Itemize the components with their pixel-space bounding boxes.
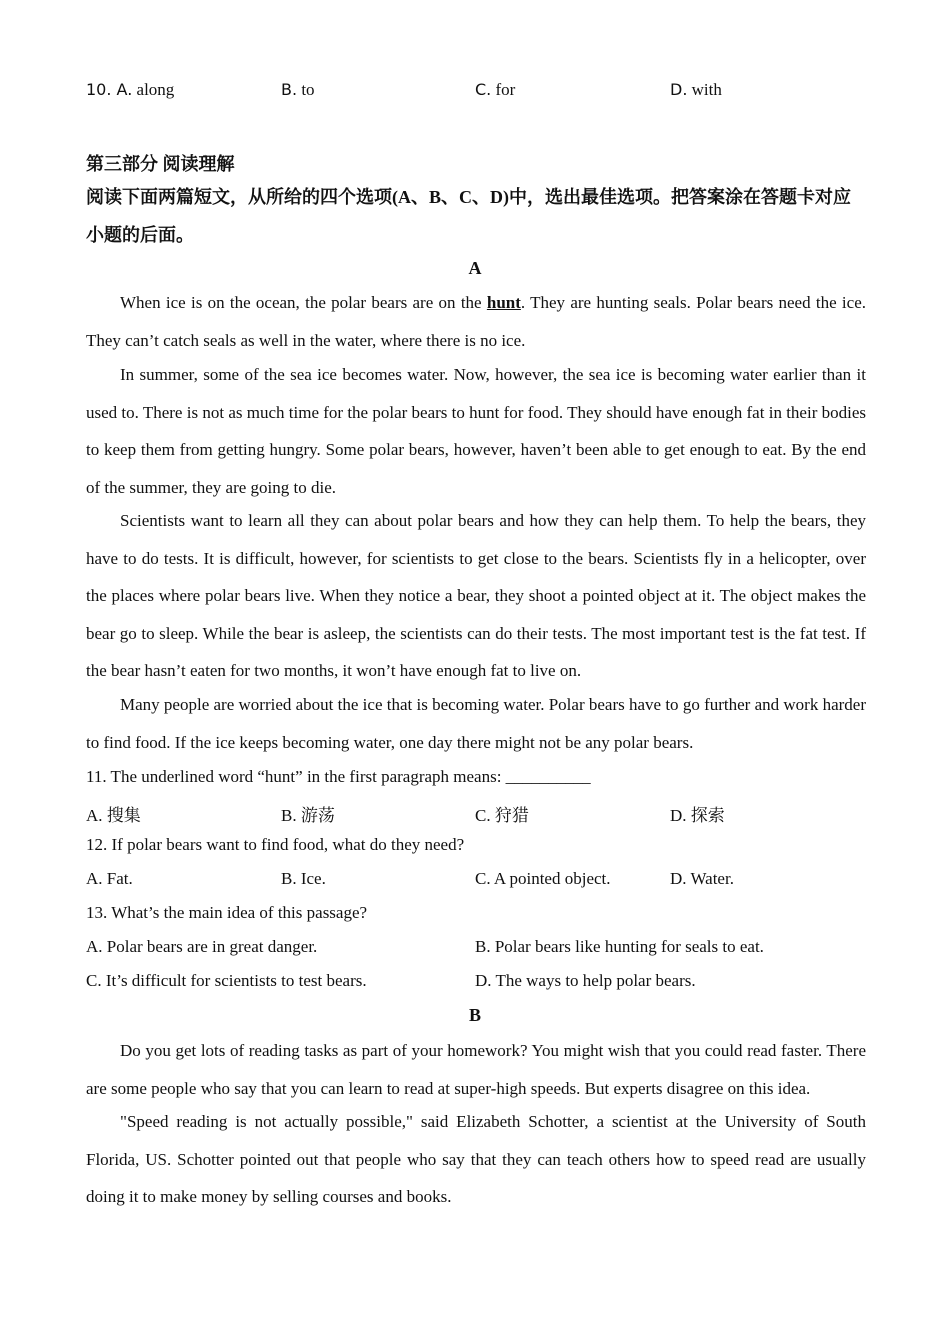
q10-option-a: 10. A. along [86,80,175,99]
q10-option-d: D. with [670,80,722,99]
q12-option-b: B. Ice. [281,869,326,888]
q13-stem: 13. What’s the main idea of this passage? [86,903,368,922]
q10-option-c: C. for [475,80,516,99]
passage-a-title: A [468,258,482,278]
q13-options-row-1 [86,937,866,961]
q13-option-c: C. It’s difficult for scientists to test bears. [86,971,367,990]
q13-option-d: D. The ways to help polar bears. [475,971,696,990]
passage-b-title: B [468,1005,481,1025]
q12-option-a: A. Fat. [86,869,133,888]
passage-a-paragraph-2: In summer, some of the sea ice becomes water. Now, however, the sea ice is becoming water earlier than it used to. There is not as much time for the polar bears to hunt for food. They should have enough fat in their bodies to keep them from getting hungry. Some polar bears, however, haven’t been able to get enough to eat. By the end of the summer, they are going to die. [86,365,866,497]
q11-option-a: A. 搜集 [86,806,141,825]
passage-a-paragraph-3: Scientists want to learn all they can about polar bears and how they can help them. To help the bears, they have to do tests. It is difficult, however, for scientists to get close to the bears. Scientists fly in a helicopter, over the places where polar bears live. When they notice a bear, they shoot a pointed object at it. The object makes the bear go to sleep. While the bear is asleep, the scientists can do their tests. The most important test is the fat test. If the bear hasn’t eaten for two months, it won’t have enough fat to live on. [86,511,866,680]
passage-b-paragraph-1: Do you get lots of reading tasks as part of your homework? You might wish that you could read faster. There are some people who say that you can learn to read at super-high speeds. But experts disagree on this idea. [86,1041,866,1098]
q12-option-c: C. A pointed object. [475,869,611,888]
q10-options [86,80,866,104]
q13-options-row-2 [86,971,866,995]
q11-option-d: D. 探索 [670,806,725,825]
passage-a-paragraph-4: Many people are worried about the ice that is becoming water. Polar bears have to go further and work harder to find food. If the ice keeps becoming water, one day there might not be any polar bears. [86,695,866,752]
q12-options [86,869,866,893]
underlined-word: hunt [486,293,521,312]
q10-option-b: B. to [281,80,315,99]
passage-a-paragraph-1: When ice is on the ocean, the polar bears are on the hunt. They are hunting seals. Polar bears need the ice. They can’t catch seals as well in the water, where there is no ice. [86,293,866,350]
q11-option-c: C. 狩猎 [475,806,529,825]
q12-stem: 12. If polar bears want to find food, what do they need? [86,835,465,854]
passage-b-paragraph-2: "Speed reading is not actually possible," said Elizabeth Schotter, a scientist at the University of South Florida, US. Schotter pointed out that people who say that they can teach others how to speed read are usually doing it to make money by selling courses and books. [86,1112,866,1206]
q12-option-d: D. Water. [670,869,734,888]
q11-option-b: B. 游荡 [281,806,335,825]
section-title: 第三部分 阅读理解 [86,154,235,174]
section-instructions: 阅读下面两篇短文，从所给的四个选项(A、B、C、D)中，选出最佳选项。把答案涂在答题卡对应小题的后面。 [86,187,851,245]
q11-options [86,801,866,825]
q11-stem: 11. The underlined word “hunt” in the first paragraph means: __________ [86,767,591,786]
q13-option-b: B. Polar bears like hunting for seals to eat. [475,937,764,956]
q13-option-a: A. Polar bears are in great danger. [86,937,318,956]
